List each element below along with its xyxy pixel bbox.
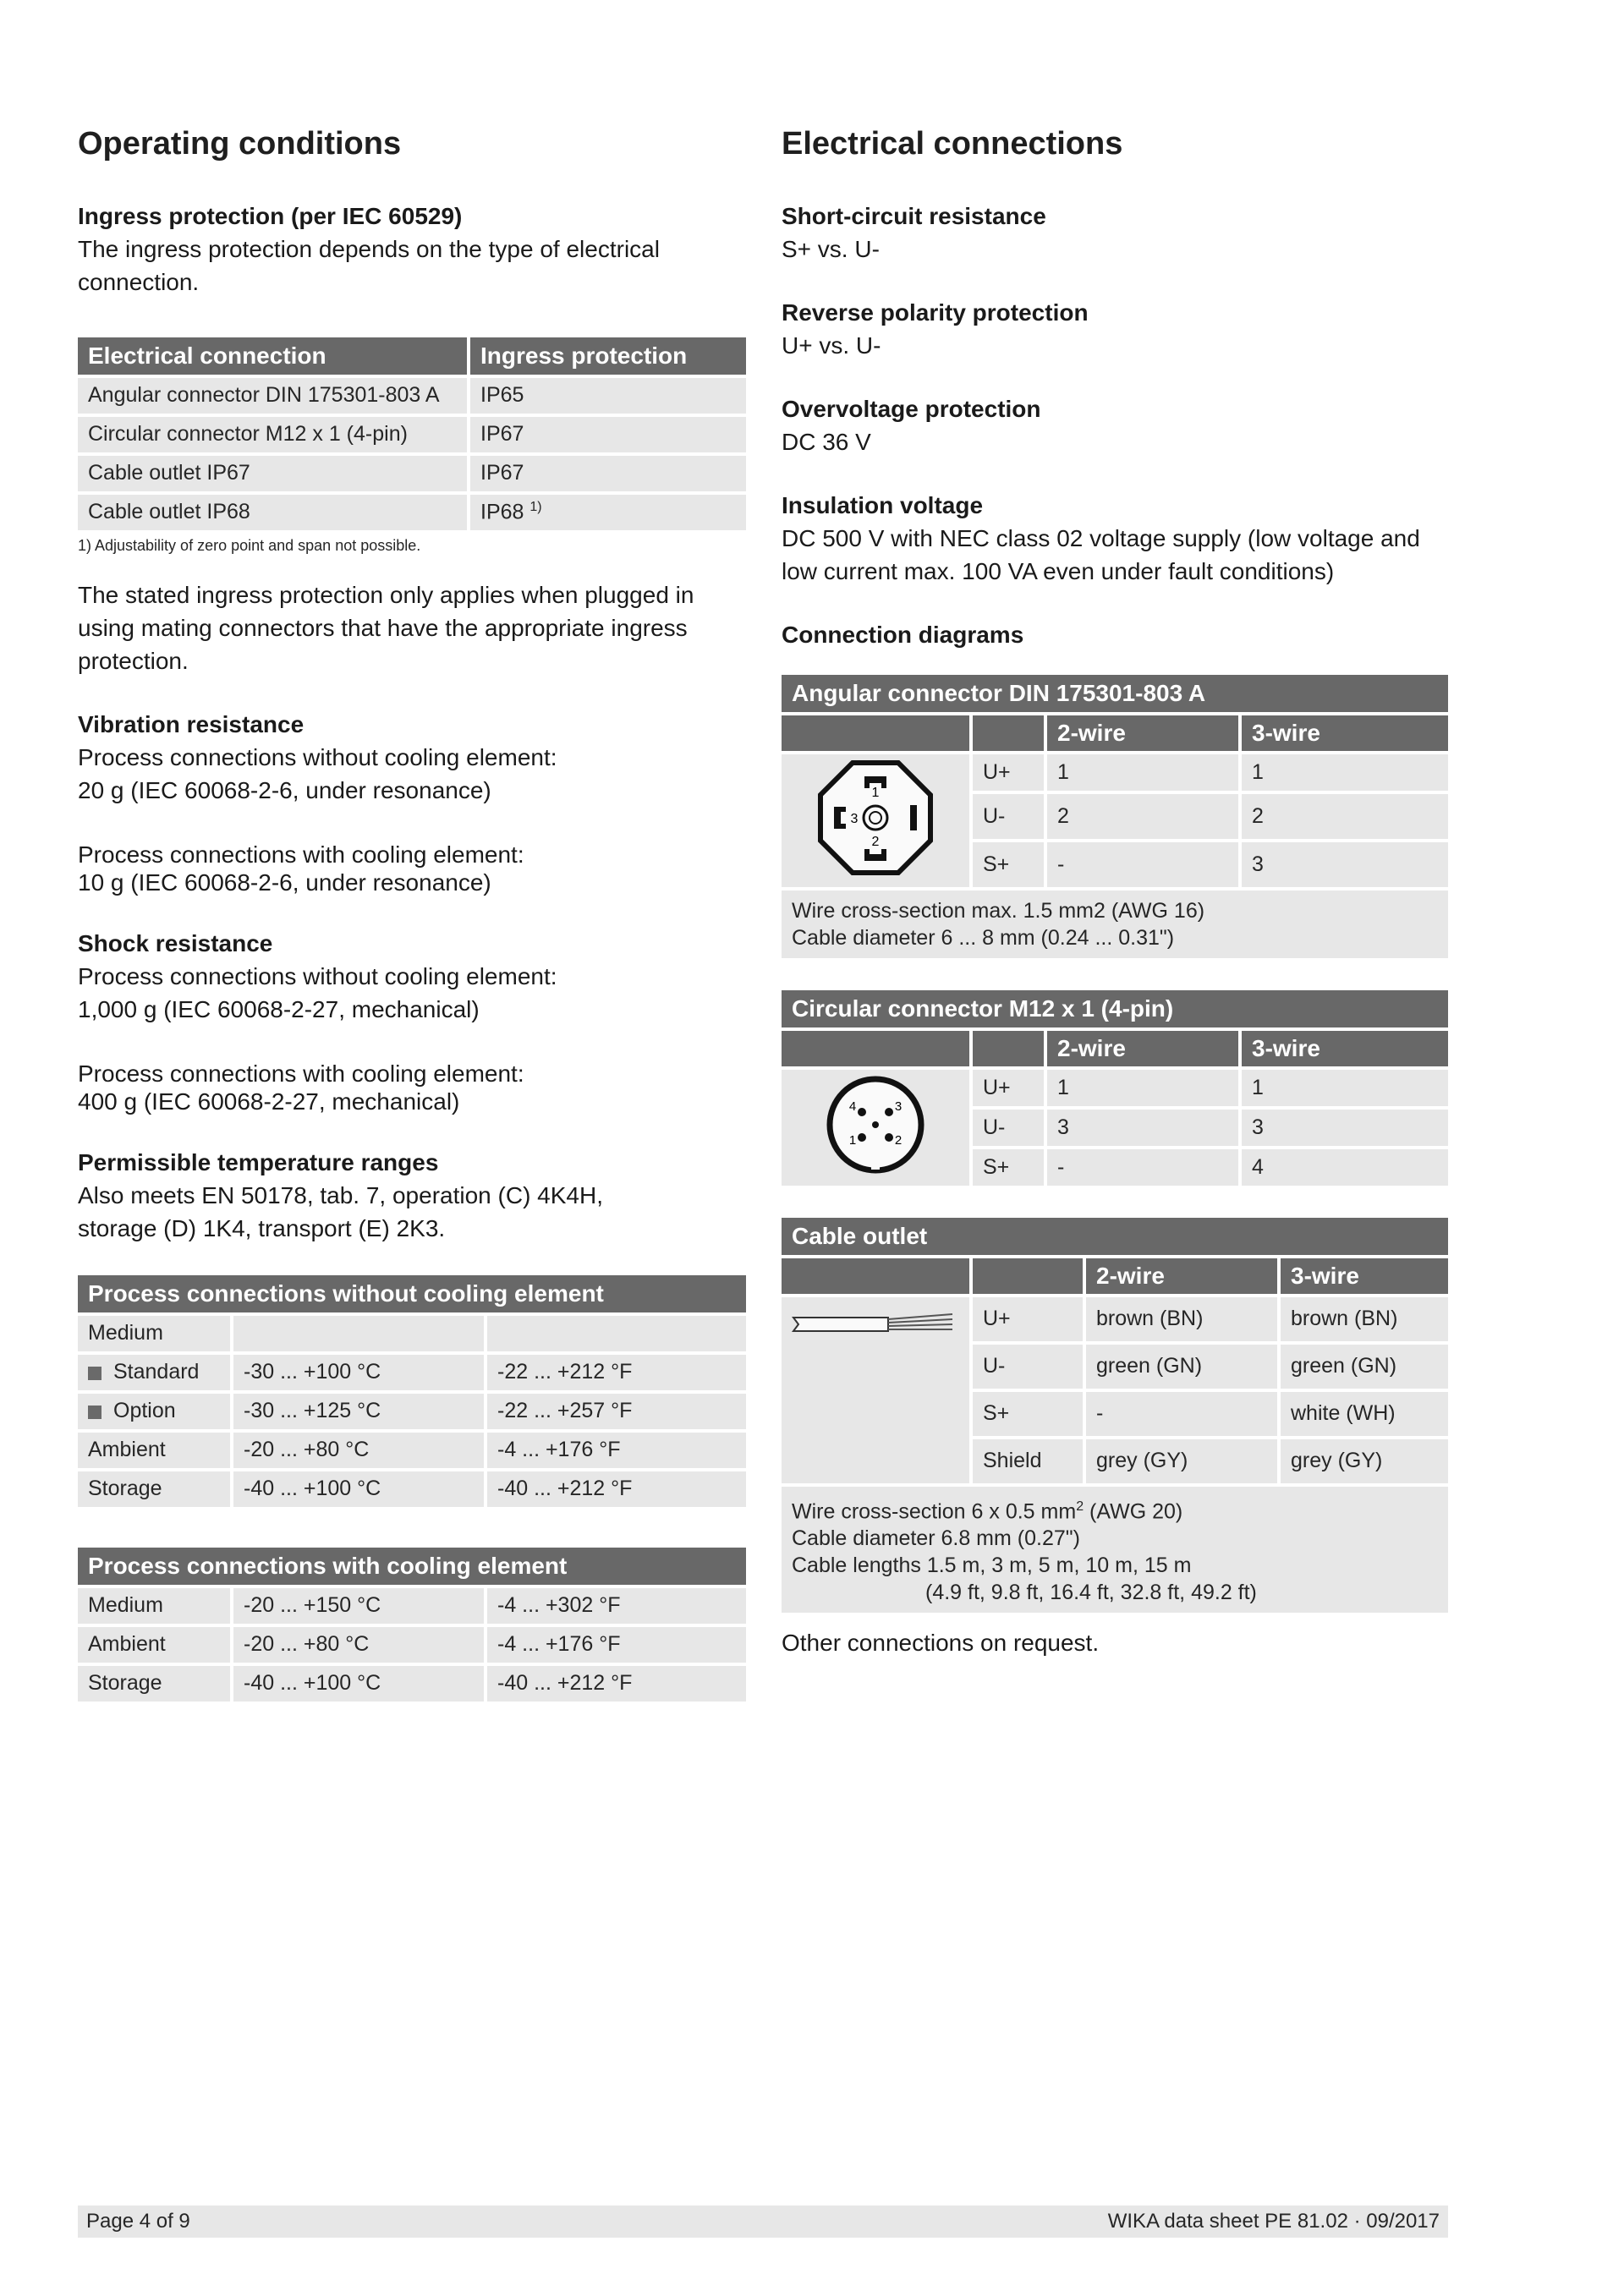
shock-line: 1,000 g (IEC 60068-2-27, mechanical)	[78, 995, 480, 1022]
other-connections-text: Other connections on request.	[782, 1630, 1100, 1657]
cable-note-line	[792, 1493, 1438, 1525]
cable-outlet-diagram	[782, 1297, 969, 1483]
header-2wire: 2-wire	[1047, 1031, 1238, 1066]
table-row	[782, 1297, 1448, 1341]
temp-cell: Storage	[78, 1471, 230, 1507]
overvoltage-section	[782, 392, 1448, 458]
ingress-cell: Cable outlet IP68	[78, 495, 467, 530]
insulation-section	[782, 489, 1448, 588]
temp-cell: -4 ... +176 °F	[487, 1627, 746, 1663]
cable-note-text: (AWG 20)	[1084, 1499, 1183, 1524]
wire-cell: grey (GY)	[1281, 1439, 1448, 1483]
ingress-note: The stated ingress protection only applies when plugged in using mating connectors that have the appropriate ingress protection.	[78, 581, 694, 674]
page-footer	[78, 2206, 1448, 2238]
reverse-polarity-title: Reverse polarity protection	[782, 299, 1089, 326]
ingress-text: The ingress protection depends on the type of electrical connection.	[78, 235, 660, 295]
ingress-footnote: 1) Adjustability of zero point and span not possible.	[78, 536, 421, 554]
temp-cell: -20 ... +80 °C	[233, 1627, 484, 1663]
pin-cell: 1	[1242, 1070, 1448, 1106]
ingress-header-protection: Ingress protection	[470, 337, 746, 375]
table-row	[78, 1588, 746, 1624]
vibration-line: Process connections without cooling element:	[78, 743, 557, 770]
cable-outlet-icon	[787, 1306, 964, 1340]
pin-cell: 3	[1242, 842, 1448, 887]
wire-cell: grey (GY)	[1086, 1439, 1277, 1483]
pin-cell: U-	[973, 1110, 1044, 1146]
pin-cell: 2	[1242, 794, 1448, 839]
pin-label: 2	[894, 1132, 903, 1148]
pin-label: 3	[894, 1099, 903, 1114]
table-row	[782, 1487, 1448, 1613]
ingress-cell: IP67	[470, 456, 746, 491]
table-row	[78, 495, 746, 530]
ingress-cell: Circular connector M12 x 1 (4-pin)	[78, 417, 467, 452]
ingress-table	[74, 334, 749, 534]
pin-cell: U+	[973, 1070, 1044, 1106]
temp-cell: -4 ... +176 °F	[487, 1433, 746, 1468]
short-circuit-section	[782, 200, 1448, 266]
pin-cell: 2	[1047, 794, 1238, 839]
square-bullet-icon	[88, 1367, 102, 1380]
temperature-title: Permissible temperature ranges	[78, 1148, 439, 1175]
pin-cell: -	[1047, 842, 1238, 887]
wire-cell: U+	[973, 1297, 1083, 1341]
wire-cell: brown (BN)	[1086, 1297, 1277, 1341]
shock-line: 400 g (IEC 60068-2-27, mechanical)	[78, 1088, 460, 1115]
right-column	[782, 127, 1448, 1659]
table-row	[782, 1070, 1448, 1106]
shock-section	[78, 927, 746, 1115]
pin-cell: U+	[973, 754, 1044, 791]
temperature-line: storage (D) 1K4, transport (E) 2K3.	[78, 1214, 446, 1241]
temp-cell: -40 ... +100 °C	[233, 1471, 484, 1507]
ingress-cell: Cable outlet IP67	[78, 456, 467, 491]
wire-cell: -	[1086, 1392, 1277, 1436]
cable-note-line: Cable lengths 1.5 m, 3 m, 5 m, 10 m, 15 m	[792, 1553, 1192, 1578]
ingress-cell: Angular connector DIN 175301-803 A	[78, 378, 467, 414]
wire-cell: Shield	[973, 1439, 1083, 1483]
pin-cell: 3	[1047, 1110, 1238, 1146]
document-id: WIKA data sheet PE 81.02 · 09/2017	[1107, 2210, 1440, 2233]
angular-connector-icon	[812, 754, 939, 881]
header-2wire: 2-wire	[1047, 715, 1238, 751]
vibration-line: 20 g (IEC 60068-2-6, under resonance)	[78, 776, 491, 803]
electrical-connections-heading: Electrical connections	[782, 126, 1123, 162]
table-row	[782, 754, 1448, 791]
temp-cell: -22 ... +257 °F	[487, 1394, 746, 1429]
cable-note-text: Wire cross-section 6 x 0.5 mm	[792, 1499, 1077, 1524]
short-circuit-title: Short-circuit resistance	[782, 202, 1046, 229]
temperature-section	[78, 1146, 746, 1245]
header-cell-empty	[782, 715, 969, 751]
pin-cell: 1	[1047, 754, 1238, 791]
temp-cell: -20 ... +80 °C	[233, 1433, 484, 1468]
header-2wire: 2-wire	[1086, 1258, 1277, 1294]
vibration-line: Process connections with cooling element:	[78, 841, 524, 868]
header-cell-empty	[782, 1031, 969, 1066]
wire-cell: S+	[973, 1392, 1083, 1436]
cable-note-line: Cable diameter 6.8 mm (0.27")	[792, 1526, 1080, 1551]
table-row	[78, 1627, 746, 1663]
circular-connector-icon	[820, 1070, 930, 1180]
table-row	[78, 456, 746, 491]
circular-connector-table	[778, 987, 1451, 1189]
operating-conditions-heading: Operating conditions	[78, 126, 402, 162]
vibration-section	[78, 708, 746, 896]
pin-label: 1	[871, 785, 880, 800]
cable-note	[782, 1487, 1448, 1613]
temp-cell	[78, 1355, 230, 1390]
wire-cell: U-	[973, 1345, 1083, 1389]
pin-label: 3	[850, 811, 859, 826]
vibration-line: 10 g (IEC 60068-2-6, under resonance)	[78, 869, 491, 896]
reverse-polarity-section	[782, 296, 1448, 362]
temperature-line: Also meets EN 50178, tab. 7, operation (C) 4K4H,	[78, 1181, 603, 1208]
short-circuit-text: S+ vs. U-	[782, 235, 880, 262]
table-row	[78, 1394, 746, 1429]
overvoltage-text: DC 36 V	[782, 428, 871, 455]
wire-cell: white (WH)	[1281, 1392, 1448, 1436]
angular-note-line: Cable diameter 6 ... 8 mm (0.24 ... 0.31")	[792, 925, 1175, 950]
temp-cell: Ambient	[78, 1433, 230, 1468]
wire-cell: green (GN)	[1086, 1345, 1277, 1389]
temp-cell: Medium	[78, 1588, 230, 1624]
ingress-header-connection: Electrical connection	[78, 337, 467, 375]
shock-line: Process connections without cooling element:	[78, 962, 557, 989]
angular-connector-title: Angular connector DIN 175301-803 A	[782, 675, 1448, 712]
cable-note-line: (4.9 ft, 9.8 ft, 16.4 ft, 32.8 ft, 49.2 ft)	[925, 1581, 1257, 1605]
pin-label: 1	[848, 1132, 857, 1148]
connection-diagrams-title: Connection diagrams	[782, 621, 1024, 648]
temp-cell: -30 ... +100 °C	[233, 1355, 484, 1390]
temp-cell: Medium	[78, 1316, 230, 1351]
wire-cell: brown (BN)	[1281, 1297, 1448, 1341]
circular-connector-title: Circular connector M12 x 1 (4-pin)	[782, 990, 1448, 1027]
overvoltage-title: Overvoltage protection	[782, 395, 1041, 422]
temp-table-with-title: Process connections with cooling element	[78, 1548, 746, 1585]
table-row	[78, 1355, 746, 1390]
header-cell-empty	[973, 1031, 1044, 1066]
ingress-section	[78, 200, 746, 677]
temp-cell: Storage	[78, 1666, 230, 1701]
pin-cell: -	[1047, 1149, 1238, 1186]
temp-cell: -40 ... +212 °F	[487, 1666, 746, 1701]
temp-cell: -22 ... +212 °F	[487, 1355, 746, 1390]
shock-title: Shock resistance	[78, 929, 273, 956]
insulation-title: Insulation voltage	[782, 491, 984, 518]
cable-outlet-title: Cable outlet	[782, 1218, 1448, 1255]
pin-label: 2	[871, 834, 880, 849]
temp-cell: -20 ... +150 °C	[233, 1588, 484, 1624]
header-cell-empty	[973, 1258, 1083, 1294]
ingress-cell: IP67	[470, 417, 746, 452]
header-3wire: 3-wire	[1242, 1031, 1448, 1066]
temp-cell: -40 ... +212 °F	[487, 1471, 746, 1507]
pin-cell: 1	[1242, 754, 1448, 791]
angular-connector-diagram	[782, 754, 969, 887]
table-row	[78, 1316, 746, 1351]
temp-cell: -4 ... +302 °F	[487, 1588, 746, 1624]
footnote-mark: 1)	[529, 500, 542, 515]
vibration-title: Vibration resistance	[78, 710, 304, 737]
temp-cell-empty	[233, 1316, 484, 1351]
table-row	[78, 1433, 746, 1468]
header-3wire: 3-wire	[1242, 715, 1448, 751]
cable-outlet-table	[778, 1214, 1451, 1616]
circular-connector-diagram	[782, 1070, 969, 1186]
ingress-cell	[470, 495, 746, 530]
pin-cell: U-	[973, 794, 1044, 839]
wire-cell: green (GN)	[1281, 1345, 1448, 1389]
ingress-ip68: IP68	[480, 500, 524, 524]
table-row	[78, 417, 746, 452]
pin-cell: S+	[973, 842, 1044, 887]
temp-cell: -40 ... +100 °C	[233, 1666, 484, 1701]
reverse-polarity-text: U+ vs. U-	[782, 332, 881, 359]
table-row	[78, 1666, 746, 1701]
ingress-title: Ingress protection (per IEC 60529)	[78, 202, 463, 229]
temp-cell: Ambient	[78, 1627, 230, 1663]
header-cell-empty	[782, 1258, 969, 1294]
header-cell-empty	[973, 715, 1044, 751]
temp-cell: -30 ... +125 °C	[233, 1394, 484, 1429]
pin-label: 4	[848, 1099, 857, 1114]
temp-label: Option	[113, 1399, 176, 1423]
temp-table-with-cooling	[74, 1544, 749, 1705]
left-column	[78, 127, 746, 1705]
table-row	[78, 1471, 746, 1507]
angular-note-line: Wire cross-section max. 1.5 mm2 (AWG 16)	[792, 898, 1205, 923]
temp-cell-empty	[487, 1316, 746, 1351]
pin-cell: S+	[973, 1149, 1044, 1186]
cable-note-sup: 2	[1076, 1499, 1084, 1514]
square-bullet-icon	[88, 1406, 102, 1419]
temp-cell	[78, 1394, 230, 1429]
header-3wire: 3-wire	[1281, 1258, 1448, 1294]
pin-cell: 1	[1047, 1070, 1238, 1106]
table-row	[782, 890, 1448, 958]
pin-cell: 3	[1242, 1110, 1448, 1146]
temp-label: Standard	[113, 1360, 200, 1384]
temp-table-without-cooling	[74, 1272, 749, 1510]
angular-note	[782, 890, 1448, 958]
pin-cell: 4	[1242, 1149, 1448, 1186]
angular-connector-table	[778, 671, 1451, 962]
shock-line: Process connections with cooling element:	[78, 1060, 524, 1087]
page-number: Page 4 of 9	[86, 2210, 190, 2233]
table-row	[78, 378, 746, 414]
ingress-cell: IP65	[470, 378, 746, 414]
temp-table-without-title: Process connections without cooling element	[78, 1275, 746, 1312]
insulation-text: DC 500 V with NEC class 02 voltage supply (low voltage and low current max. 100 VA even under fault conditions)	[782, 524, 1420, 584]
